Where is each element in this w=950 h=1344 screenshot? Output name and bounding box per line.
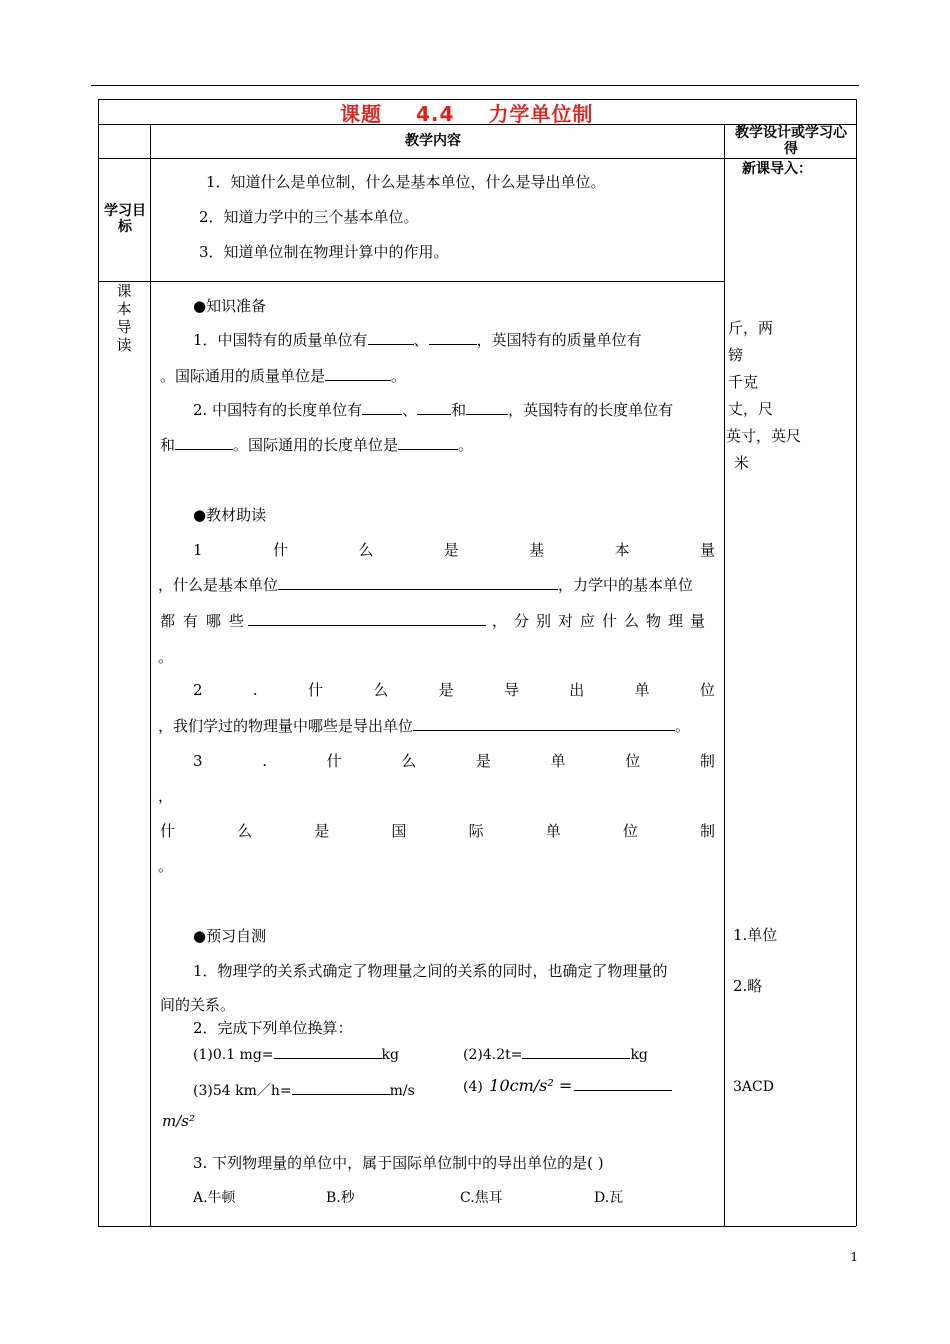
page-title: 课题 4.4 力学单位制 xyxy=(340,102,594,126)
option-b: B.秒 xyxy=(326,1190,355,1206)
answer-note-6: 米 xyxy=(734,454,750,472)
reading-3-line-3: 什 么 是 国 际 单 位 制 xyxy=(160,822,715,840)
question-1-line-2: 。国际通用的质量单位是 。 xyxy=(160,367,407,385)
answer-note-1: 斤，两 xyxy=(728,319,774,337)
objectives-label: 学习目标 xyxy=(104,203,146,235)
answer-note-3: 千克 xyxy=(728,373,759,391)
conversion-3: (3)54 km／h= m/s xyxy=(193,1080,415,1101)
table-bottom-border xyxy=(98,1226,856,1227)
question-1-line-1: 1．中国特有的质量单位有 、 ，英国特有的质量单位有 xyxy=(193,331,642,349)
reading-3-line-2: ， xyxy=(158,787,174,805)
knowledge-title: ●知识准备 xyxy=(193,297,267,315)
answer-note-7: 1.单位 xyxy=(733,926,778,944)
answer-note-5: 英寸，英尺 xyxy=(726,427,802,445)
reading-2-line-1: 2 . 什 么 是 导 出 单 位 xyxy=(193,681,715,699)
table-right-border xyxy=(856,99,857,1226)
reading-1-line-1: 1 什 么 是 基 本 量 xyxy=(193,541,715,559)
self-test-1-line-1: 1．物理学的关系式确定了物理量之间的关系的同时，也确定了物理量的 xyxy=(193,962,668,980)
answer-note-9: 3ACD xyxy=(733,1079,774,1095)
objective-3: 3．知道单位制在物理计算中的作用。 xyxy=(199,243,449,261)
table-left-border xyxy=(98,99,99,1226)
objectives-row-border xyxy=(98,281,724,282)
design-header: 教学设计或学习心得 xyxy=(735,125,847,157)
self-test-3: 3. 下列物理量的单位中，属于国际单位制中的导出单位的是( ) xyxy=(193,1154,604,1172)
conversion-4-unit: m/s² xyxy=(162,1112,195,1130)
notes-column-border xyxy=(724,124,725,1226)
reading-title: ●教材助读 xyxy=(193,506,267,524)
reading-1-line-3: 都有哪些 ，分别对应什么物理量 xyxy=(160,612,713,630)
content-header: 教学内容 xyxy=(405,133,461,149)
question-2-line-1: 2. 中国特有的长度单位有 、 和 ，英国特有的长度单位有 xyxy=(193,401,674,419)
reading-1-line-2: ，什么是基本单位 ，力学中的基本单位 xyxy=(158,576,694,594)
answer-note-4: 丈，尺 xyxy=(728,400,774,418)
question-2-line-2: 和 。国际通用的长度单位是 。 xyxy=(160,436,474,454)
self-test-1-line-2: 间的关系。 xyxy=(160,996,236,1014)
answer-note-2: 镑 xyxy=(728,346,744,364)
option-d: D.瓦 xyxy=(594,1190,624,1206)
reading-3-line-4: 。 xyxy=(158,857,174,875)
reading-3-line-1: 3 . 什 么 是 单 位 制 xyxy=(193,752,715,770)
option-c: C.焦耳 xyxy=(460,1190,503,1206)
self-test-title: ●预习自测 xyxy=(193,927,267,945)
conversion-1: (1)0.1 mg= kg xyxy=(193,1044,399,1065)
top-rule xyxy=(91,85,859,86)
conversion-4: (4) 10cm/s² = xyxy=(463,1076,672,1097)
conversion-2: (2)4.2t= kg xyxy=(463,1044,648,1065)
reading-1-line-4: 。 xyxy=(158,648,174,666)
option-a: A.牛顿 xyxy=(193,1190,236,1206)
page-number: 1 xyxy=(850,1250,858,1264)
objective-1: 1．知道什么是单位制，什么是基本单位，什么是导出单位。 xyxy=(206,173,606,191)
label-column-border xyxy=(150,124,151,1226)
intro-note: 新课导入： xyxy=(742,161,812,177)
objective-2: 2．知道力学中的三个基本单位。 xyxy=(199,208,419,226)
reading-2-line-2: ，我们学过的物理量中哪些是导出单位 。 xyxy=(158,717,691,735)
guide-label: 课本导读 xyxy=(116,282,132,354)
answer-note-8: 2.略 xyxy=(733,977,763,995)
self-test-2: 2．完成下列单位换算： xyxy=(193,1019,353,1037)
